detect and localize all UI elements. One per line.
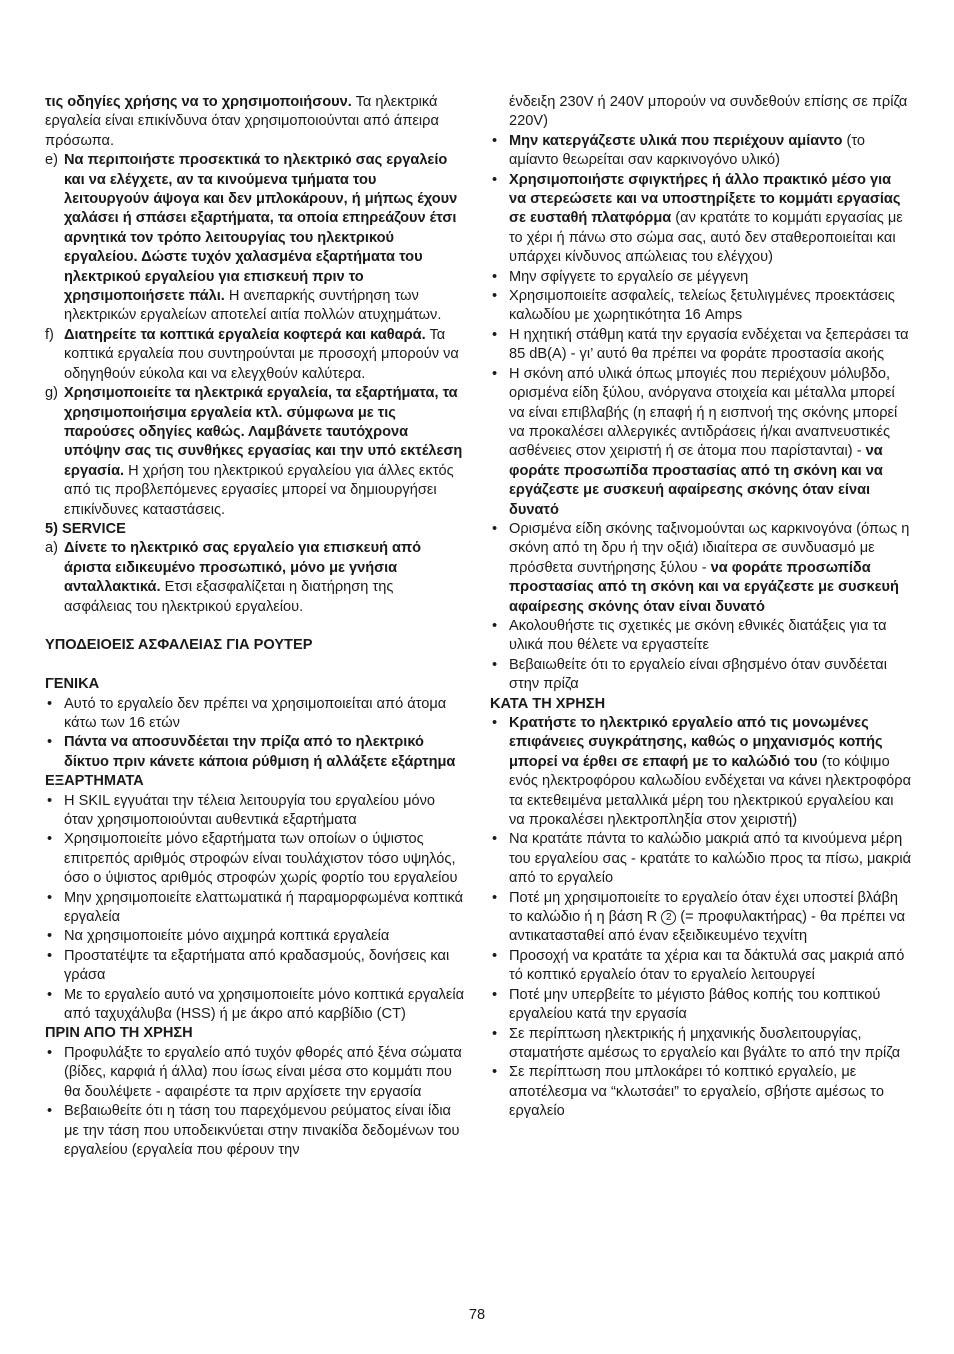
bullet-icon	[47, 927, 52, 946]
bullet-icon	[47, 830, 52, 849]
bullet-icon	[492, 171, 497, 190]
list-item: • Προφυλάξτε το εργαλείο από τυχόν φθορές από ξένα σώματα (βίδες, καρφιά ή άλλα) που ίσως είναι μέσα στο κομμάτι που θα δουλέψετε - αφαιρέστε τα πριν αρχίσετε την εργασία	[45, 1044, 465, 1102]
list-item: • Χρησιμοποιείτε ασφαλείς, τελείως ξετυλιγμένες προεκτάσεις καλωδίου με χωρητικότητα 16 Amps	[490, 287, 912, 326]
bullet-icon	[47, 792, 52, 811]
item-label: a)	[45, 540, 58, 557]
list-item: • Ακολουθήστε τις σχετικές με σκόνη εθνικές διατάξεις για τα υλικά που θέλετε να εργαστείτε	[490, 617, 912, 656]
list-item: • Ποτέ μην υπερβείτε το μέγιστο βάθος κοπής του κοπτικού εργαλείου κατά την εργασία	[490, 986, 912, 1025]
bullet-icon	[47, 695, 52, 714]
bullet-icon	[492, 520, 497, 539]
service-heading: 5) SERVICE	[45, 520, 126, 537]
list-item-continued: ένδειξη 230V ή 240V μπορούν να συνδεθούν επίσης σε πρίζα 220V)	[509, 94, 908, 130]
item-g: g) Χρησιμοποιείτε τα ηλεκτρικά εργαλεία, τα εξαρτήματα, τα χρησιμοποιήσιμα εργαλεία κτλ. σύμφωνα με τις παρούσες οδηγίες καθώς. Λαμβάνετε ταυτόχρονα υπόψην σας τις συνθήκες εργασίας και την υπό εκτέλεση εργασία. Η χρήση του ηλεκτρικού εργαλείου για άλλες εκτός από τις προβλεπόμενες εργασίες μπορεί να δημιουργήσει επικίνδυνες καταστάσεις.	[45, 385, 463, 518]
item-e: e) Να περιποιήστε προσεκτικά το ηλεκτρικό σας εργαλείο και να ελέγχετε, αν τα κινούμενα τμήματα του λειτουργούν άψογα και δεν μπλοκάρουν, ή μήπως έχουν χαλάσει ή σπάσει εξαρτήματα, τα οποία επηρεάζουν έτσι αρνητικά τον τρόπο λειτουργίας του ηλεκτρικού εργαλείου. Δώστε τυχόν χαλασμένα εξαρτήματα του ηλεκτρικού εργαλείου για επισκευή πριν το χρησιμοποιήσετε πάλι. Η ανεπαρκής συντήρηση των ηλεκτρικών εργαλείων αποτελεί αιτία πολλών ατυχημάτων.	[45, 152, 458, 324]
router-safety-heading: ΥΠΟΔΕΙΟΕΙΣ ΑΣΦΑΛΕΙΑΣ ΓΙΑ ΡΟΥΤΕΡ	[45, 637, 313, 654]
bullet-icon	[492, 1063, 497, 1082]
bullet-icon	[47, 1102, 52, 1121]
list-item: • Κρατήστε το ηλεκτρικό εργαλείο από τις μονωμένες επιφάνειες συγκράτησης, καθώς ο μηχανισμός κοπής μπορεί να έρθει σε επαφή με το καλώδιό του (το κόψιμο ενός ηλεκτροφόρου καλωδίου ενδέχεται να κάνει ηλεκτροφόρα τα εκτεθειμένα μεταλλικά μέρη του ηλεκτρικού εργαλείου και να προκαλέσει ηλεκτροπληξία στον χειριστή)	[490, 714, 912, 830]
bullet-icon	[47, 889, 52, 908]
accessories-heading: ΕΞΑΡΤΗΜΑΤΑ	[45, 773, 144, 790]
list-item: • Σε περίπτωση που μπλοκάρει τό κοπτικό εργαλείο, με αποτέλεσμα να “κλωτσάει” το εργαλείο, σβήστε αμέσως το εργαλείο	[490, 1063, 912, 1121]
bullet-icon	[492, 947, 497, 966]
bullet-icon	[492, 617, 497, 636]
list-item: • Βεβαιωθείτε ότι η τάση του παρεχόμενου ρεύματος είναι ίδια με την τάση που υποδεικνύεται στην πινακίδα δεδομένων του εργαλείου (εργαλεία που φέρουν την	[45, 1102, 465, 1160]
general-heading: ΓΕΝΙΚΑ	[45, 676, 100, 693]
item-a: a) Δίνετε το ηλεκτρικό σας εργαλείο για επισκευή από άριστα ειδικευμένο προσωπικό, μόνο με γνήσια ανταλλακτικά. Ετσι εξασφαλίζεται η διατήρηση της ασφάλειας του ηλεκτρικού εργαλείου.	[45, 540, 422, 615]
list-item: • Προστατέψτε τα εξαρτήματα από κραδασμούς, δονήσεις και γράσα	[45, 947, 465, 986]
list-item: • Αυτό το εργαλείο δεν πρέπει να χρησιμοποιείται από άτομα κάτω των 16 ετών	[45, 695, 465, 734]
item-label: g)	[45, 385, 58, 402]
item-label: f)	[45, 326, 54, 343]
bullet-icon	[47, 986, 52, 1005]
bullet-icon	[492, 656, 497, 675]
list-item: • Να κρατάτε πάντα το καλώδιο μακριά από τα κινούμενα μέρη του εργαλείου σας - κρατάτε το καλώδιο προς τα πίσω, μακριά από το εργαλείο	[490, 830, 912, 888]
paragraph-d-continued: τις οδηγίες χρήσης να το χρησιμοποιήσουν. Τα ηλεκτρικά εργαλεία είναι επικίνδυνα όταν χρησιμοποιούνται από άπειρα πρόσωπα.	[45, 94, 439, 149]
list-item: • Βεβαιωθείτε ότι το εργαλείο είναι σβησμένο όταν συνδέεται στην πρίζα	[490, 656, 912, 695]
bullet-icon	[492, 287, 497, 306]
figure-reference-number: 2	[661, 910, 676, 925]
during-use-heading: ΚΑΤΑ ΤΗ ΧΡΗΣΗ	[490, 695, 606, 712]
list-item: • Μην χρησιμοποιείτε ελαττωματικά ή παραμορφωμένα κοπτικά εργαλεία	[45, 889, 465, 928]
list-item: • Χρησιμοποιήστε σφιγκτήρες ή άλλο πρακτικό μέσο για να στερεώσετε και να υποστηρίξετε το κομμάτι εργασίας σε ευσταθή πλατφόρμα (αν κρατάτε το κομμάτι εργασίας με το χέρι ή πάνω στο σώμα σας, αυτό δεν σταθεροποιείται και υπάρχει κίνδυνος απώλειας του ελέγχου)	[490, 171, 912, 268]
list-item: • Μην κατεργάζεστε υλικά που περιέχουν αμίαντο (το αμίαντο θεωρείται σαν καρκινογόνο υλικό)	[490, 132, 912, 171]
bullet-icon	[492, 365, 497, 384]
list-item: • Ποτέ μη χρησιμοποιείτε το εργαλείο όταν έχει υποστεί βλάβη το καλώδιο ή η βάση R 2 (= προφυλακτήρας) - θα πρέπει να αντικατασταθεί από έναν εξειδικευμένο τεχνίτη	[490, 889, 912, 947]
bullet-icon	[492, 714, 497, 733]
list-item: • Με το εργαλείο αυτό να χρησιμοποιείτε μόνο κοπτικά εργαλεία από ταχυχάλυβα (HSS) ή με άκρο από καρβίδιο (CT)	[45, 986, 465, 1025]
bullet-icon	[492, 1025, 497, 1044]
bullet-icon	[492, 830, 497, 849]
bullet-icon	[492, 326, 497, 345]
bullet-icon	[47, 733, 52, 752]
bullet-icon	[492, 986, 497, 1005]
right-column	[490, 93, 912, 1122]
list-item: • Ορισμένα είδη σκόνης ταξινομούνται ως καρκινογόνα (όπως η σκόνη από τη δρυ ή την οξιά) ιδιαίτερα σε συνδυασμό με πρόσθετα συντήρησης ξύλου - να φοράτε προσωπίδα προστασίας από τη σκόνη και να εργάζεστε με συσκευή αφαίρεσης σκόνης όταν είναι δυνατό	[490, 520, 912, 617]
list-item: • Μην σφίγγετε το εργαλείο σε μέγγενη	[490, 268, 912, 287]
list-item: • Η ηχητική στάθμη κατά την εργασία ενδέχεται να ξεπεράσει τα 85 dB(A) - γι’ αυτό θα πρέπει να φοράτε προστασία ακοής	[490, 326, 912, 365]
list-item: • Να χρησιμοποιείτε μόνο αιχμηρά κοπτικά εργαλεία	[45, 927, 465, 946]
bullet-icon	[492, 132, 497, 151]
item-f: f) Διατηρείτε τα κοπτικά εργαλεία κοφτερά και καθαρά. Τα κοπτικά εργαλεία που συντηρούνται με προσοχή μπορούν να οδηγηθούν εύκολα και να ελεγχθούν καλύτερα.	[45, 326, 459, 382]
list-item: • Η SKIL εγγυάται την τέλεια λειτουργία του εργαλείου μόνο όταν χρησιμοποιούνται αυθεντικά εξαρτήματα	[45, 792, 465, 831]
bullet-icon	[47, 1044, 52, 1063]
list-item: • Πάντα να αποσυνδέεται την πρίζα από το ηλεκτρικό δίκτυο πριν κάνετε κάποια ρύθμιση ή αλλάξετε εξάρτημα	[45, 733, 465, 772]
page-number: 78	[468, 1307, 486, 1323]
left-column	[45, 93, 465, 1160]
before-use-heading: ΠΡΙΝ ΑΠΟ ΤΗ ΧΡΗΣΗ	[45, 1025, 193, 1042]
bullet-icon	[47, 947, 52, 966]
bullet-icon	[492, 268, 497, 287]
bullet-icon	[492, 889, 497, 908]
list-item: • Χρησιμοποιείτε μόνο εξαρτήματα των οποίων ο ύψιστος επιτρεπός αριθμός στροφών είναι τουλάχιστον τόσο υψηλός, όσο ο ύψιστος αριθμός στροφών χωρίς φορτίο του εργαλείου	[45, 830, 465, 888]
list-item: • Προσοχή να κρατάτε τα χέρια και τα δάκτυλά σας μακριά από τό κοπτικό εργαλείο όταν το εργαλείο λειτουργεί	[490, 947, 912, 986]
item-label: e)	[45, 152, 58, 169]
list-item: • Η σκόνη από υλικά όπως μπογιές που περιέχουν μόλυβδο, ορισμένα είδη ξύλου, ανόργανα στοιχεία και μέταλλα μπορεί να είναι επιβλαβής (η επαφή ή η εισπνοή της σκόνης μπορεί να προκαλέσει αλλεργικές αντιδράσεις ή/και αναπνευστικές ασθένειες στον χειριστή ή σε άτομα που παρίστανται) - να φοράτε προσωπίδα προστασίας από τη σκόνη και να εργάζεστε με συσκευή αφαίρεσης σκόνης όταν είναι δυνατό	[490, 365, 912, 520]
list-item: • Σε περίπτωση ηλεκτρικής ή μηχανικής δυσλειτουργίας, σταματήστε αμέσως το εργαλείο και βγάλτε το από την πρίζα	[490, 1025, 912, 1064]
